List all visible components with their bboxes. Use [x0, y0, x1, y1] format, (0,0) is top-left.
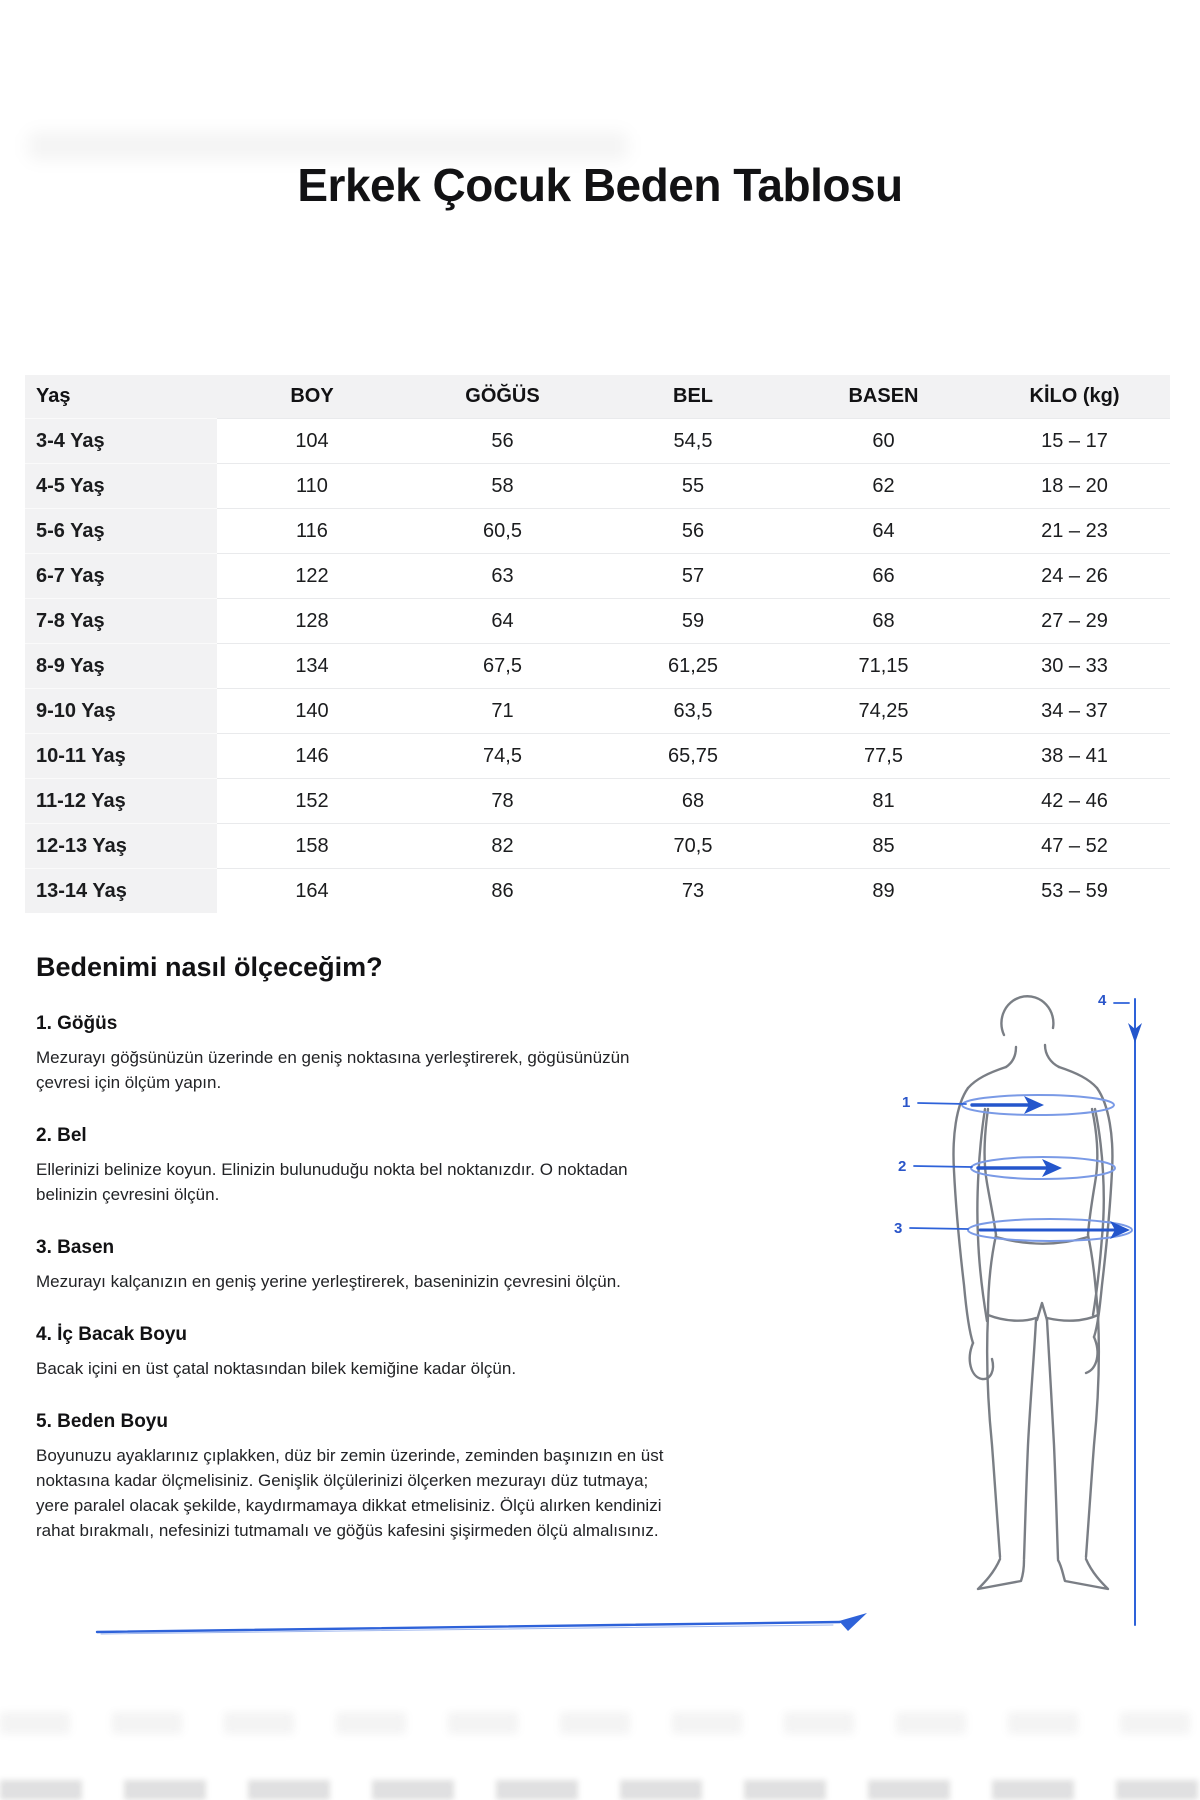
basen-cell: 71,15 [788, 644, 979, 689]
chest-measure [918, 1095, 1114, 1115]
boy-cell: 146 [217, 734, 407, 779]
kilo-cell: 15 – 17 [979, 419, 1170, 464]
waist-measure [914, 1157, 1115, 1179]
tape-line-svg [95, 1612, 885, 1642]
height-measure [1114, 999, 1142, 1625]
kilo-cell: 53 – 59 [979, 869, 1170, 914]
hip-measure [910, 1219, 1132, 1241]
basen-cell: 89 [788, 869, 979, 914]
gogus-cell: 82 [407, 824, 598, 869]
bel-cell: 63,5 [598, 689, 788, 734]
age-cell: 13-14 Yaş [25, 869, 217, 914]
guide-section-text-beden-boyu: Boyunuzu ayaklarınız çıplakken, düz bir zemin üzerinde, zeminden başınızın en üst noktasına kadar ölçmelisiniz. Genişlik ölçülerinizi ölçerken mezurayı düz tutmaya; yere paralel olacak şekilde, kaydırmamaya dikkat etmelisiniz. Ölçü alırken kendinizi rahat bırakmalı, nefesinizi tutmamalı ve göğüs kafesini şişirmeden ölçü almalısınız. [36, 1446, 664, 1540]
bel-cell: 57 [598, 554, 788, 599]
table-row [25, 734, 1170, 779]
table-row [25, 509, 1170, 554]
age-cell: 7-8 Yaş [25, 599, 217, 644]
figure-label-2: 2 [898, 1158, 907, 1175]
bel-cell: 73 [598, 869, 788, 914]
table-row [25, 689, 1170, 734]
table-row [25, 824, 1170, 869]
guide-section-title-basen: 3. Basen [36, 1237, 115, 1258]
age-cell: 9-10 Yaş [25, 689, 217, 734]
tape-underline [95, 1612, 885, 1642]
figure-label-4: 4 [1098, 992, 1107, 1009]
age-cell: 11-12 Yaş [25, 779, 217, 824]
basen-cell: 60 [788, 419, 979, 464]
guide-section-text-bel: Ellerinizi belinize koyun. Elinizin bulunuduğu nokta bel noktanızdır. O noktadan belinizin çevresini ölçün. [36, 1160, 628, 1204]
age-cell: 8-9 Yaş [25, 644, 217, 689]
table-row [25, 554, 1170, 599]
boy-cell: 128 [217, 599, 407, 644]
boy-cell: 104 [217, 419, 407, 464]
size-table [25, 375, 1170, 913]
body-figure-illustration [888, 985, 1178, 1640]
bel-cell: 54,5 [598, 419, 788, 464]
boy-cell: 134 [217, 644, 407, 689]
bel-cell: 65,75 [598, 734, 788, 779]
age-cell: 3-4 Yaş [25, 419, 217, 464]
column-header-kilo: KİLO (kg) [979, 375, 1170, 419]
gogus-cell: 56 [407, 419, 598, 464]
measure-guide [36, 952, 686, 1543]
watermark-smudge-top [28, 132, 628, 160]
table-row [25, 869, 1170, 914]
watermark-row-bottom [0, 1780, 1200, 1800]
page-title: Erkek Çocuk Beden Tablosu [297, 159, 903, 211]
boy-cell: 116 [217, 509, 407, 554]
basen-cell: 81 [788, 779, 979, 824]
boy-cell: 122 [217, 554, 407, 599]
guide-section-title-gogus: 1. Göğüs [36, 1013, 118, 1034]
guide-section-title-ic-bacak-boyu: 4. İç Bacak Boyu [36, 1324, 188, 1345]
figure-outline [954, 996, 1113, 1589]
kilo-cell: 47 – 52 [979, 824, 1170, 869]
table-row [25, 464, 1170, 509]
column-header-yas: Yaş [25, 375, 217, 419]
table-row [25, 644, 1170, 689]
figure-label-3: 3 [894, 1220, 903, 1237]
column-header-bel: BEL [598, 375, 788, 419]
column-header-boy: BOY [217, 375, 407, 419]
boy-cell: 140 [217, 689, 407, 734]
kilo-cell: 27 – 29 [979, 599, 1170, 644]
boy-cell: 164 [217, 869, 407, 914]
basen-cell: 66 [788, 554, 979, 599]
guide-section-text-gogus: Mezurayı göğsünüzün üzerinde en geniş noktasına yerleştirerek, gögüsünüzün çevresi için ölçüm yapın. [36, 1048, 630, 1092]
column-header-gogus: GÖĞÜS [407, 375, 598, 419]
gogus-cell: 74,5 [407, 734, 598, 779]
gogus-cell: 63 [407, 554, 598, 599]
bel-cell: 70,5 [598, 824, 788, 869]
basen-cell: 62 [788, 464, 979, 509]
guide-section-title-bel: 2. Bel [36, 1125, 87, 1146]
gogus-cell: 78 [407, 779, 598, 824]
bel-cell: 61,25 [598, 644, 788, 689]
kilo-cell: 42 – 46 [979, 779, 1170, 824]
bel-cell: 68 [598, 779, 788, 824]
basen-cell: 64 [788, 509, 979, 554]
kilo-cell: 24 – 26 [979, 554, 1170, 599]
basen-cell: 77,5 [788, 734, 979, 779]
guide-section-text-ic-bacak-boyu: Bacak içini en üst çatal noktasından bilek kemiğine kadar ölçün. [36, 1359, 517, 1378]
boy-cell: 152 [217, 779, 407, 824]
tape-arrow-flag [839, 1613, 867, 1631]
basen-cell: 68 [788, 599, 979, 644]
kilo-cell: 18 – 20 [979, 464, 1170, 509]
kilo-cell: 30 – 33 [979, 644, 1170, 689]
boy-cell: 110 [217, 464, 407, 509]
age-cell: 5-6 Yaş [25, 509, 217, 554]
body-figure-svg [888, 985, 1178, 1640]
age-cell: 10-11 Yaş [25, 734, 217, 779]
gogus-cell: 60,5 [407, 509, 598, 554]
gogus-cell: 67,5 [407, 644, 598, 689]
column-header-basen: BASEN [788, 375, 979, 419]
kilo-cell: 34 – 37 [979, 689, 1170, 734]
gogus-cell: 86 [407, 869, 598, 914]
gogus-cell: 64 [407, 599, 598, 644]
age-cell: 4-5 Yaş [25, 464, 217, 509]
kilo-cell: 38 – 41 [979, 734, 1170, 779]
age-cell: 12-13 Yaş [25, 824, 217, 869]
guide-heading: Bedenimi nasıl ölçeceğim? [36, 952, 383, 982]
age-cell: 6-7 Yaş [25, 554, 217, 599]
figure-label-1: 1 [902, 1094, 911, 1111]
kilo-cell: 21 – 23 [979, 509, 1170, 554]
bel-cell: 55 [598, 464, 788, 509]
gogus-cell: 71 [407, 689, 598, 734]
table-header-row [25, 375, 1170, 419]
watermark-row-upper [0, 1712, 1200, 1734]
table-row [25, 419, 1170, 464]
bel-cell: 56 [598, 509, 788, 554]
gogus-cell: 58 [407, 464, 598, 509]
boy-cell: 158 [217, 824, 407, 869]
basen-cell: 85 [788, 824, 979, 869]
table-row [25, 779, 1170, 824]
basen-cell: 74,25 [788, 689, 979, 734]
guide-section-text-basen: Mezurayı kalçanızın en geniş yerine yerleştirerek, baseninizin çevresini ölçün. [36, 1272, 621, 1291]
table-row [25, 599, 1170, 644]
guide-section-title-beden-boyu: 5. Beden Boyu [36, 1411, 168, 1432]
bel-cell: 59 [598, 599, 788, 644]
